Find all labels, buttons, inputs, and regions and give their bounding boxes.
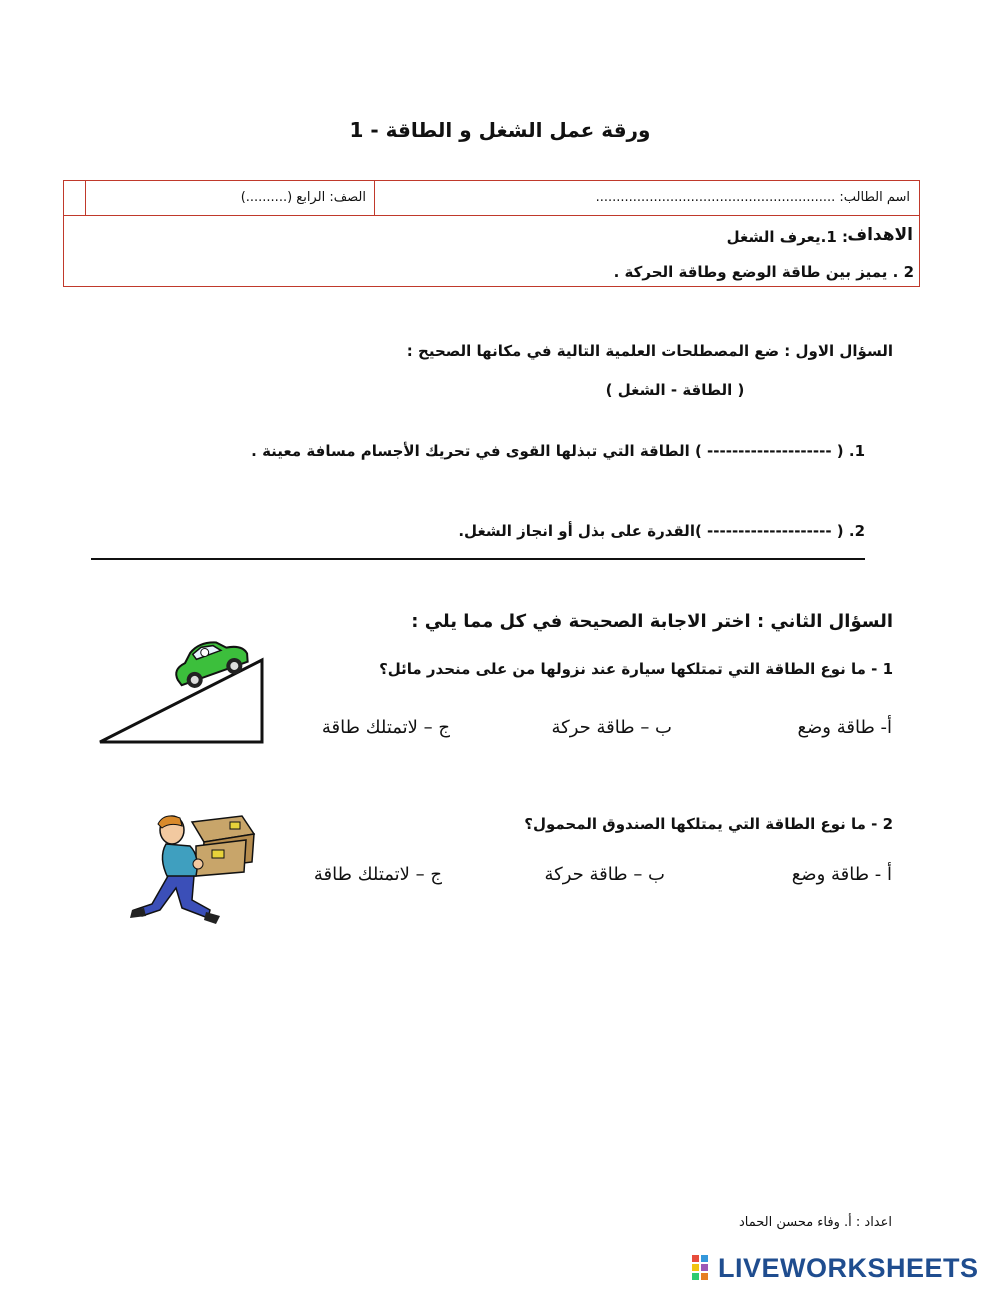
question-2-2-option-c[interactable]: ج – لاتمتلك طاقة [313, 864, 442, 885]
section-divider [91, 558, 865, 560]
man-carrying-box-illustration [112, 812, 260, 932]
student-name-field[interactable]: اسم الطالب: .......................................................... [374, 181, 920, 215]
empty-cell [64, 181, 85, 215]
author-credit: اعداد : أ. وفاء محسن الحماد [738, 1215, 892, 1230]
question-1-title: السؤال الاول : ضع المصطلحات العلمية التالية في مكانها الصحيح : [406, 342, 893, 360]
question-2-1-option-a[interactable]: أ- طاقة وضع [797, 717, 892, 738]
grade-field[interactable]: الصف: الرابع (..........) [85, 181, 374, 215]
question-2-1-option-c[interactable]: ج – لاتمتلك طاقة [321, 717, 450, 738]
question-2-2-option-a[interactable]: أ - طاقة وضع [791, 864, 892, 885]
info-row [64, 181, 919, 216]
car-on-ramp-illustration [96, 636, 268, 748]
goal-2: 2 . يميز بين طاقة الوضع وطاقة الحركة . [613, 263, 914, 281]
question-2-1-option-b[interactable]: ب – طاقة حركة [551, 717, 672, 738]
question-1-item-2[interactable]: 2. ( -------------------- )القدرة على بذل أو انجاز الشغل. [458, 522, 865, 540]
question-2-1-text: 1 - ما نوع الطاقة التي تمتلكها سيارة عند نزولها من على منحدر مائل؟ [379, 660, 893, 678]
liveworksheets-mark-icon [692, 1255, 716, 1281]
question-2-title: السؤال الثاني : اختر الاجابة الصحيحة في كل مما يلي : [411, 611, 893, 632]
question-2-2-text: 2 - ما نوع الطاقة التي يمتلكها الصندوق المحمول؟ [524, 815, 893, 833]
worksheet-title: ورقة عمل الشغل و الطاقة - 1 [349, 118, 651, 142]
liveworksheets-wordmark: LIVEWORKSHEETS [718, 1253, 979, 1283]
goal-1: : 1.يعرف الشغل [726, 228, 848, 246]
question-1-item-1[interactable]: 1. ( -------------------- ) الطاقة التي تبذلها القوى في تحريك الأجسام مسافة معينة . [251, 442, 865, 460]
goals-label: الاهداف [847, 225, 913, 245]
question-1-terms: ( الطاقة - الشغل ) [605, 381, 745, 399]
question-2-2-option-b[interactable]: ب – طاقة حركة [544, 864, 665, 885]
